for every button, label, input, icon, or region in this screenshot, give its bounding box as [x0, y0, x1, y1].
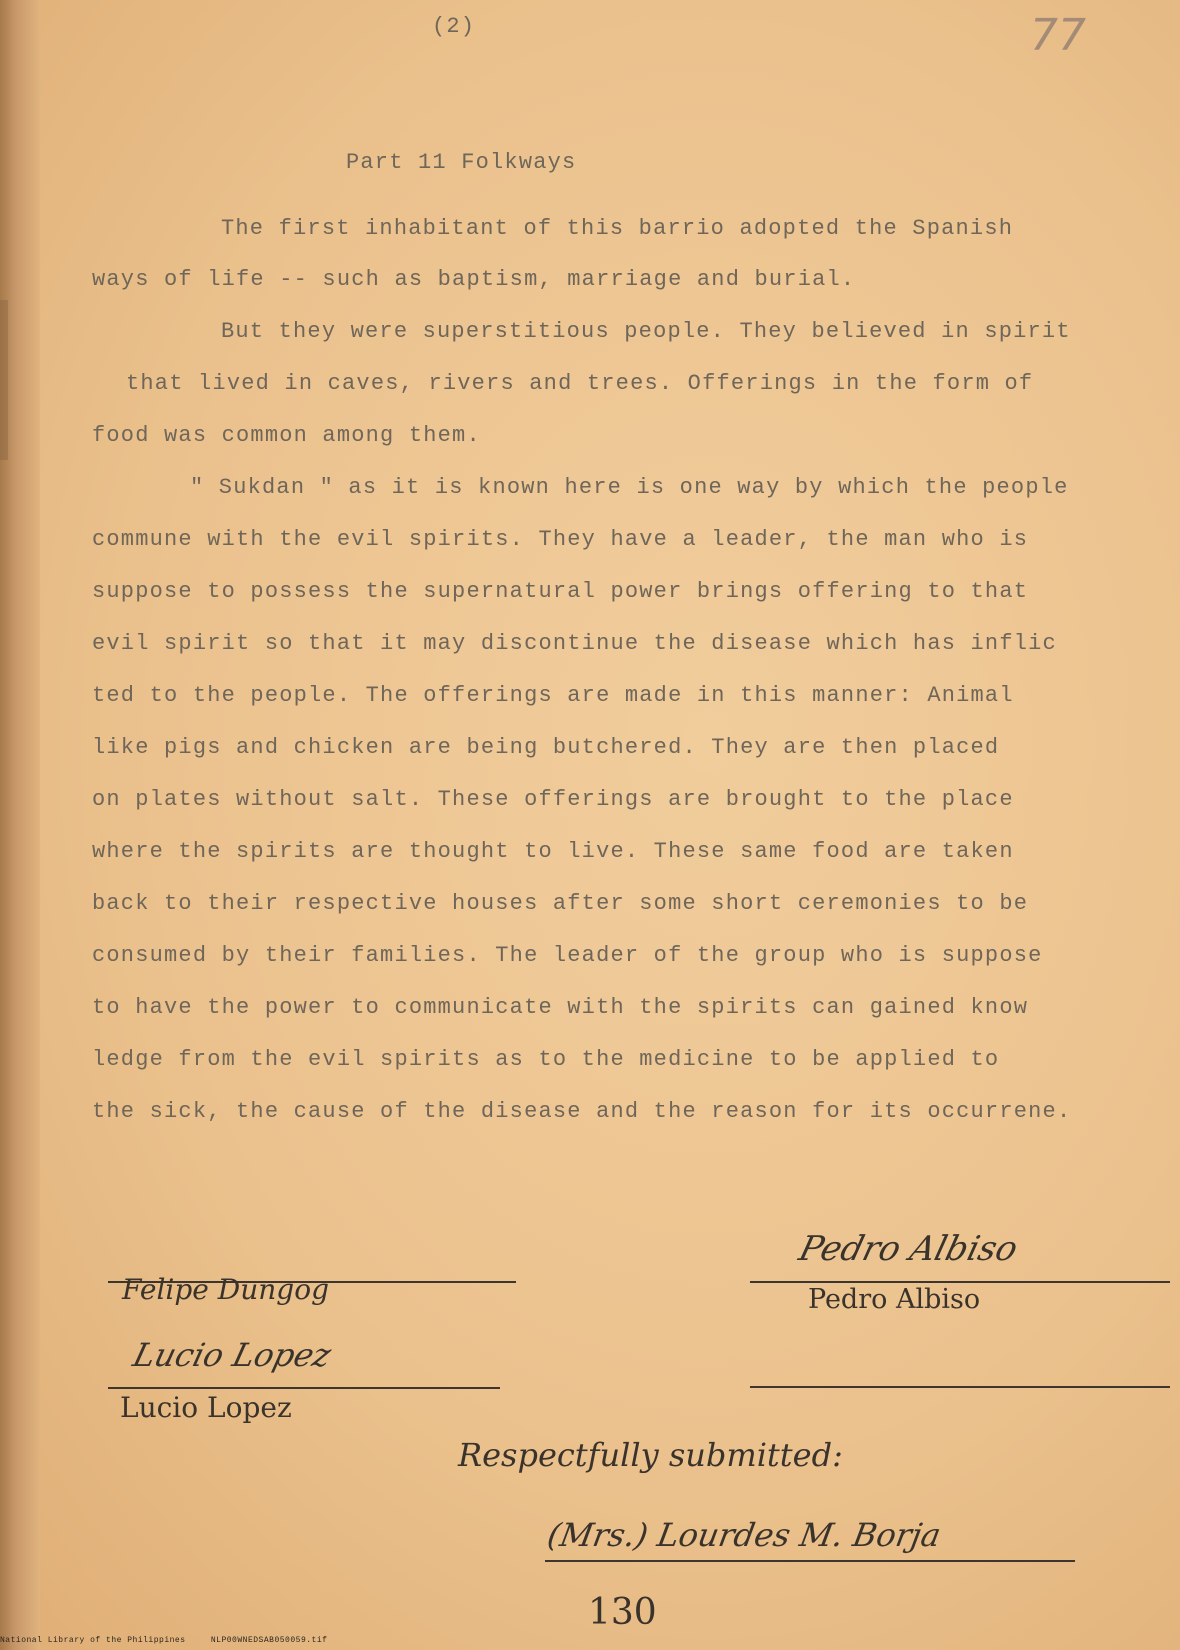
- archive-footer: [0, 1636, 640, 1645]
- handwritten-number: 130: [588, 1592, 657, 1633]
- printed-name-pedro-albiso: Pedro Albiso: [808, 1284, 981, 1315]
- footer-library: National Library of the Philippines: [0, 1636, 186, 1645]
- body-line: evil spirit so that it may discontinue the disease which has inflic: [92, 631, 1057, 656]
- signature-lourdes-borja: (Mrs.) Lourdes M. Borja: [544, 1516, 944, 1554]
- section-title: Part 11 Folkways: [346, 150, 577, 175]
- respectfully-submitted: Respectfully submitted:: [458, 1436, 843, 1474]
- signature-line: [750, 1281, 1170, 1283]
- signature-pedro-albiso: Pedro Albiso: [795, 1229, 1022, 1269]
- body-line: suppose to possess the supernatural power brings offering to that: [92, 579, 1029, 604]
- body-line: where the spirits are thought to live. These same food are taken: [92, 839, 1014, 864]
- body-line: ledge from the evil spirits as to the medicine to be applied to: [92, 1047, 1000, 1072]
- body-line: the sick, the cause of the disease and the reason for its occurrene.: [92, 1099, 1072, 1124]
- signature-line: [108, 1387, 500, 1389]
- body-line: back to their respective houses after some short ceremonies to be: [92, 891, 1029, 916]
- signature-line: [545, 1560, 1075, 1562]
- body-line: ted to the people. The offerings are made in this manner: Animal: [92, 683, 1014, 708]
- signature-line: [750, 1386, 1170, 1388]
- body-line: " Sukdan " as it is known here is one way by which the people: [190, 475, 1069, 500]
- body-line: But they were superstitious people. They believed in spirit: [221, 319, 1071, 344]
- signature-felipe-dungog: Felipe Dungog: [122, 1273, 329, 1306]
- body-line: commune with the evil spirits. They have a leader, the man who is: [92, 527, 1029, 552]
- body-line: like pigs and chicken are being butchered. They are then placed: [92, 735, 1000, 760]
- body-line: to have the power to communicate with the spirits can gained know: [92, 995, 1029, 1020]
- body-line: on plates without salt. These offerings are brought to the place: [92, 787, 1014, 812]
- printed-name-lucio-lopez: Lucio Lopez: [120, 1391, 292, 1424]
- signature-lucio-lopez: Lucio Lopez: [129, 1336, 335, 1374]
- page-number: (2): [432, 14, 476, 39]
- folio-number: 77: [1030, 10, 1086, 61]
- body-line: ways of life -- such as baptism, marriage and burial.: [92, 267, 856, 292]
- binding-edge: [0, 0, 40, 1650]
- footer-file-id: NLP00WNEDSAB050059.tif: [210, 1636, 328, 1645]
- body-line: consumed by their families. The leader of the group who is suppose: [92, 943, 1043, 968]
- body-line: The first inhabitant of this barrio adopted the Spanish: [221, 216, 1014, 241]
- body-line: food was common among them.: [92, 423, 481, 448]
- body-line: that lived in caves, rivers and trees. Offerings in the form of: [126, 371, 1034, 396]
